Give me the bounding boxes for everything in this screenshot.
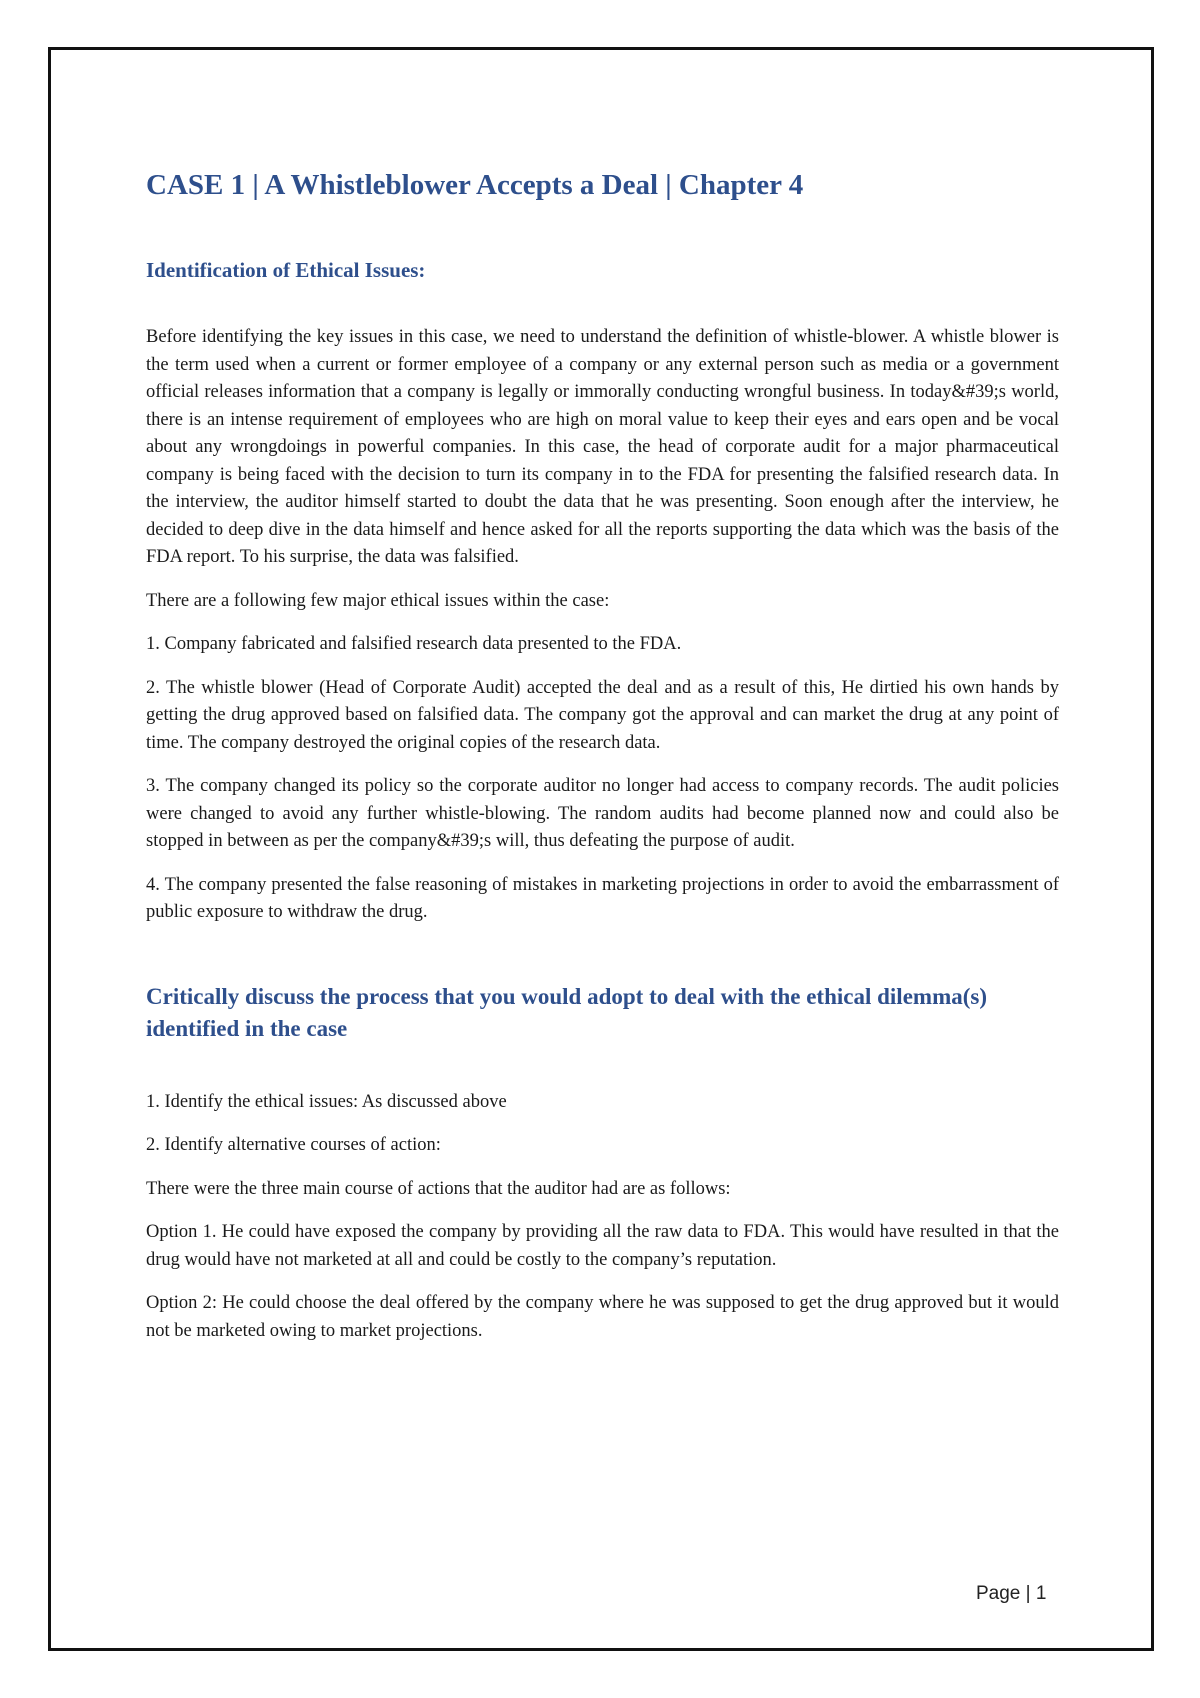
section-ethical-issues-body: [146, 324, 1059, 927]
list-item-issue-2: 2. The whistle blower (Head of Corporate Audit) accepted the deal and as a result of this, He dirtied his own hands by getting the drug approved based on falsified data. The company got the approval and can market the drug at any point of time. The company destroyed the original copies of the research data.: [146, 677, 1059, 753]
list-item-issue-1: 1. Company fabricated and falsified research data presented to the FDA.: [146, 634, 682, 655]
list-item-issue-4: 4. The company presented the false reasoning of mistakes in marketing projections in order to avoid the embarrassment of public exposure to withdraw the drug.: [146, 874, 1059, 923]
list-item-step-2: 2. Identify alternative courses of action:: [146, 1135, 441, 1156]
section-process-body: [146, 1089, 1059, 1346]
paragraph-option-1: Option 1. He could have exposed the company by providing all the raw data to FDA. This would have resulted in that the drug would have not marketed at all and could be costly to the company’s reputation.: [146, 1222, 1059, 1270]
paragraph-option-2: Option 2: He could choose the deal offered by the company where he was supposed to get the drug approved but it would not be marketed owing to market projections.: [146, 1293, 1059, 1341]
paragraph-whistleblower-definition: Before identifying the key issues in this case, we need to understand the definition of whistle-blower. A whistle blower is the term used when a current or former employee of a company or any external person such as media or a government official releases information that a company is legally or immorally conducting wrongful business. In today&#39;s world, there is an intense requirement of employees who are high on moral value to keep their eyes and ears open and be vocal about any wrongdoings in powerful companies. In this case, the head of corporate audit for a major pharmaceutical company is being faced with the decision to turn its company in to the FDA for presenting the falsified research data. In the interview, the auditor himself started to doubt the data that he was presenting. Soon enough after the interview, he decided to deep dive in the data himself and hence asked for all the reports supporting the data which was the basis of the FDA report. To his surprise, the data was falsified.: [146, 327, 1059, 568]
paragraph-options-intro: There were the three main course of actions that the auditor had are as follows:: [146, 1178, 731, 1199]
document-body: [146, 168, 1059, 1361]
paragraph-issues-intro: There are a following few major ethical issues within the case:: [146, 590, 610, 611]
page-number-footer: Page | 1: [976, 1583, 1047, 1604]
list-item-issue-3: 3. The company changed its policy so the corporate auditor no longer had access to company records. The audit policies were changed to avoid any further whistle-blowing. The random audits had become planned now and could also be stopped in between as per the company&#39;s will, thus defeating the purpose of audit.: [146, 776, 1059, 852]
case-title: CASE 1 | A Whistleblower Accepts a Deal | Chapter 4: [146, 169, 804, 201]
section-heading-ethical-issues: Identification of Ethical Issues:: [146, 257, 426, 282]
list-item-step-1: 1. Identify the ethical issues: As discussed above: [146, 1091, 507, 1112]
section-heading-process: Critically discuss the process that you would adopt to deal with the ethical dilemma(s) identified in the case: [146, 983, 987, 1041]
